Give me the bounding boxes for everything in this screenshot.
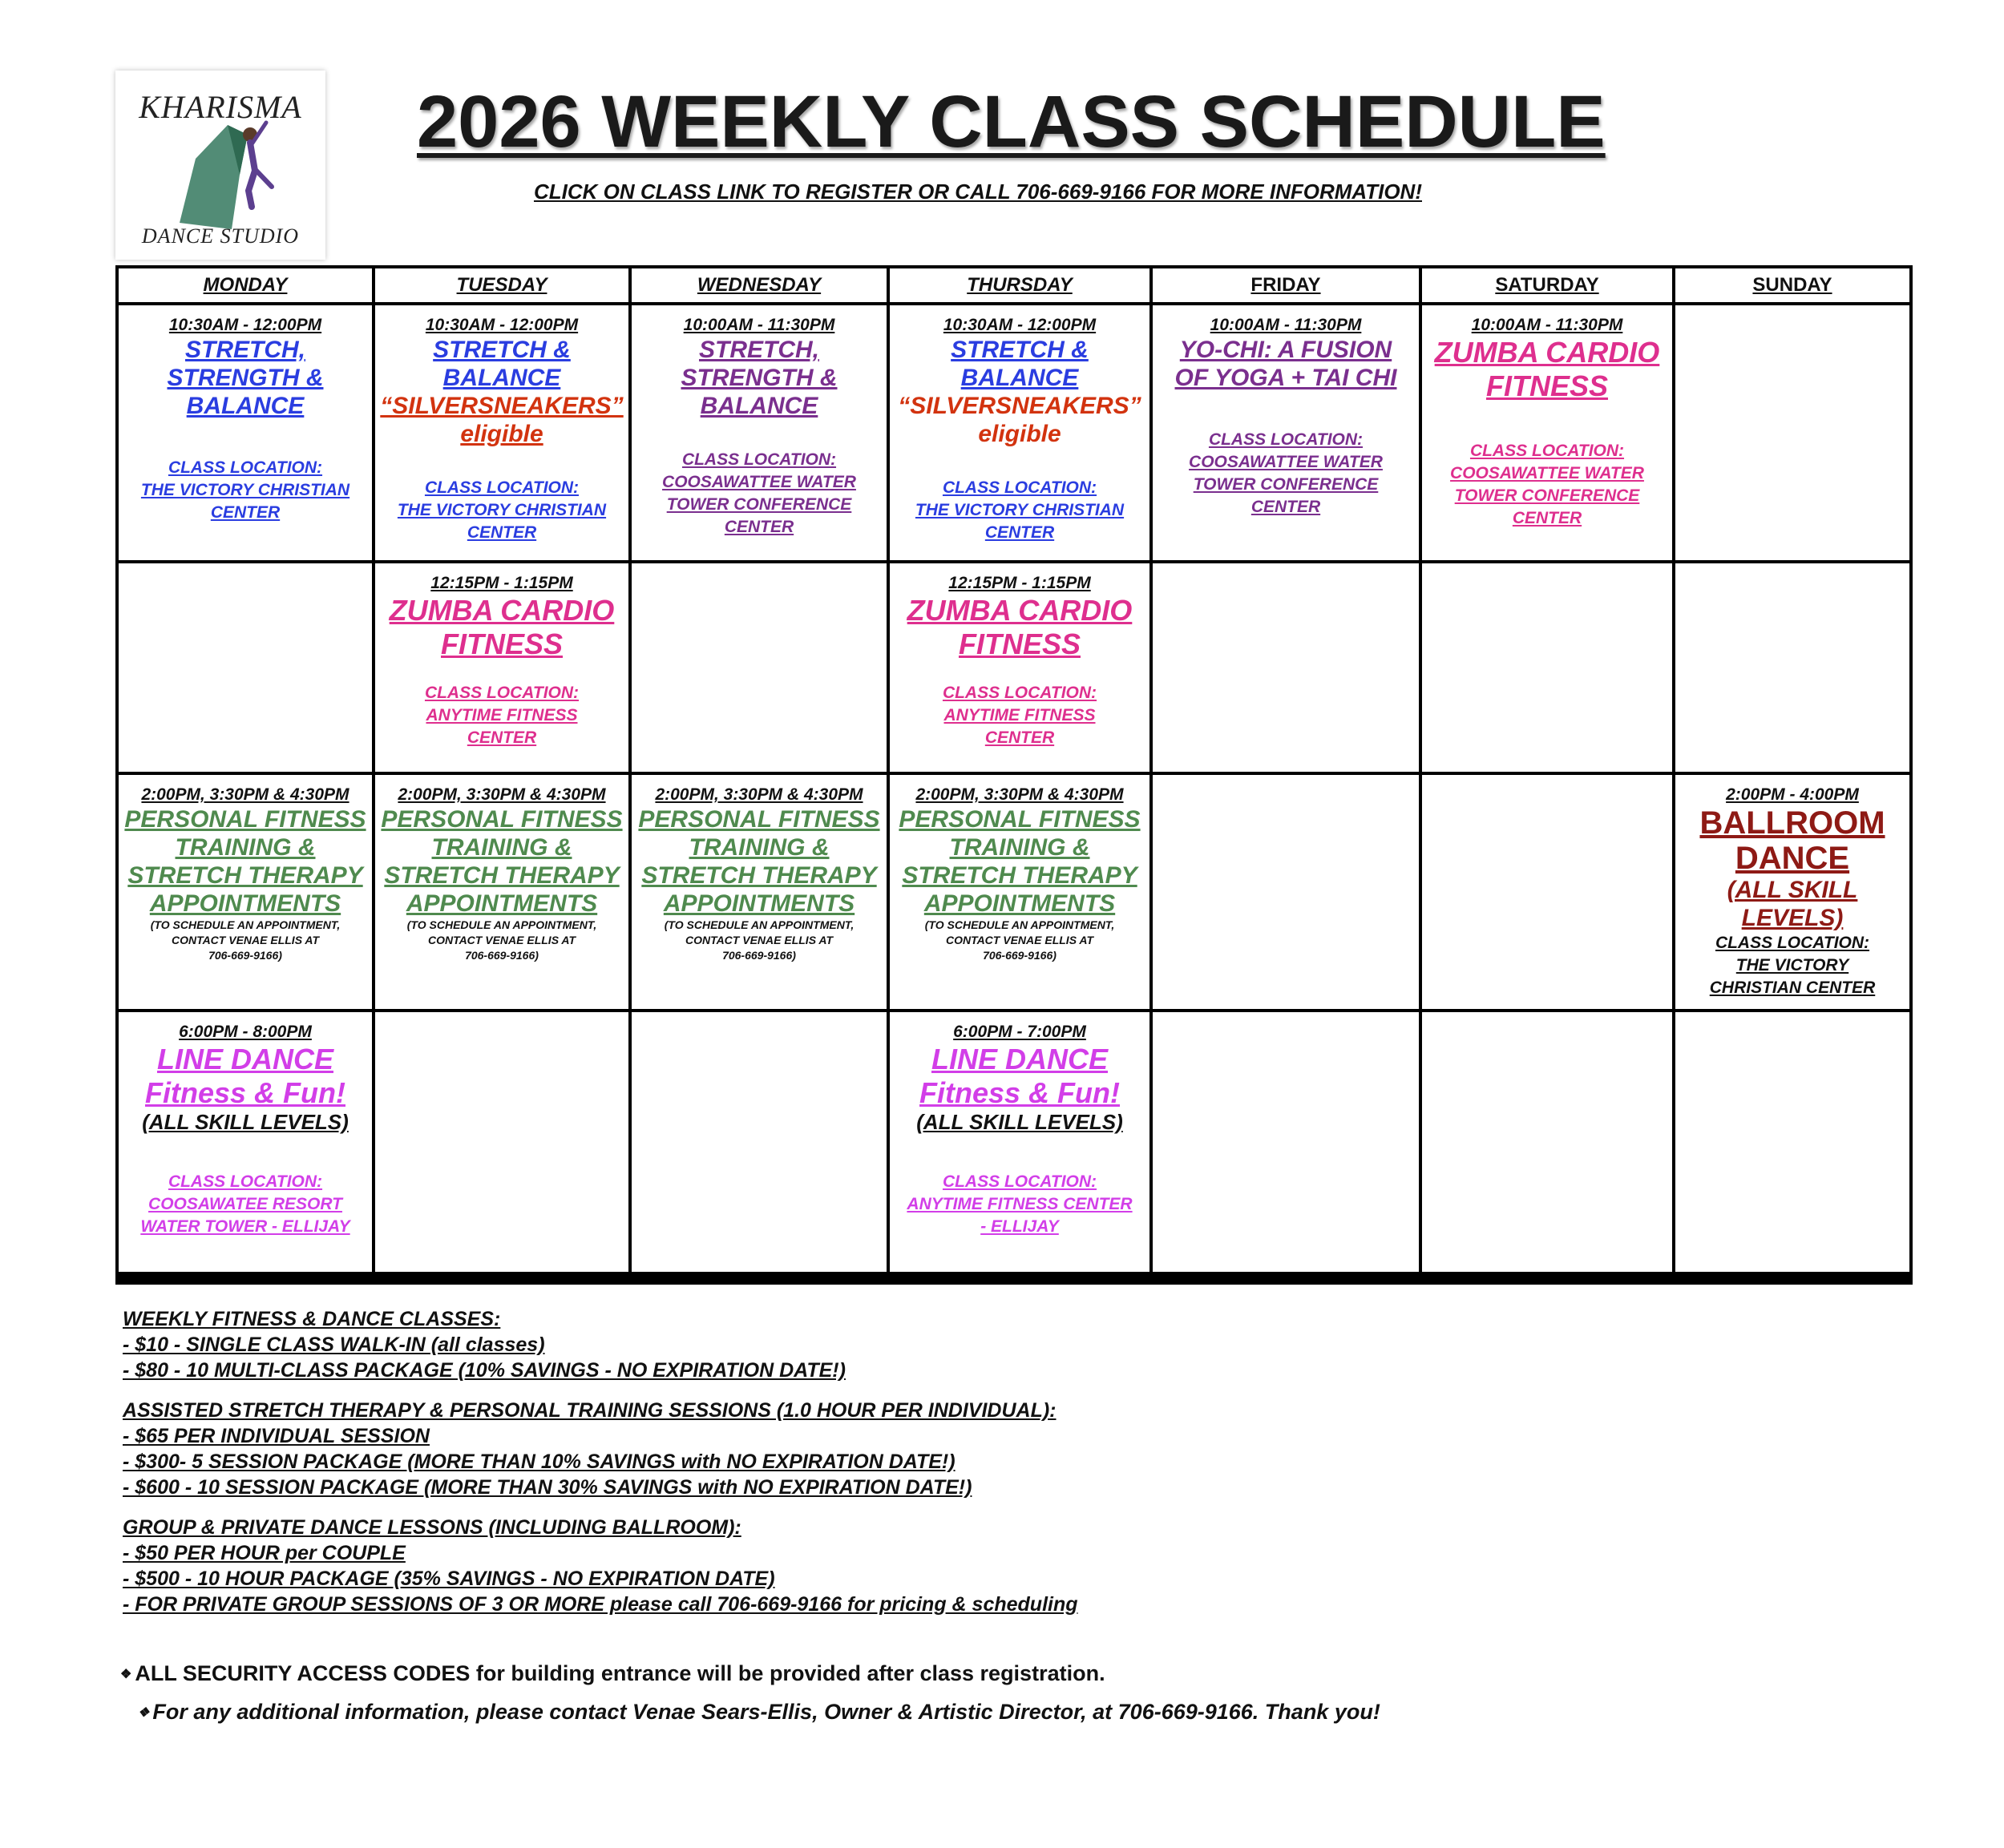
class-location-line: THE VICTORY CHRISTIAN <box>140 481 350 499</box>
contact-note: ❖ For any additional information, please contact Venae Sears-Ellis, Owner & Artistic Director, at 706-669-9166. Thank you! <box>138 1699 1380 1724</box>
class-name-line[interactable]: FITNESS <box>440 627 563 660</box>
pricing-heading: GROUP & PRIVATE DANCE LESSONS (INCLUDING BALLROOM): <box>123 1516 741 1539</box>
skill-level-line: (ALL SKILL <box>1727 877 1858 903</box>
class-name-line[interactable]: APPOINTMENTS <box>406 890 598 917</box>
cell-tuesday-empty <box>374 1011 630 1278</box>
cell-saturday-empty <box>1420 562 1674 773</box>
class-location-line: ANYTIME FITNESS CENTER <box>907 1195 1133 1213</box>
cell-sunday-empty <box>1674 1011 1911 1278</box>
class-name-line[interactable]: FITNESS <box>1485 369 1608 402</box>
class-location-line: COOSAWATTEE WATER <box>1450 464 1644 482</box>
class-time: 2:00PM, 3:30PM & 4:30PM <box>141 785 349 804</box>
pricing-line: - $10 - SINGLE CLASS WALK-IN (all classes) <box>123 1334 545 1356</box>
class-location-line: - ELLIJAY <box>980 1217 1059 1236</box>
day-header-friday: FRIDAY <box>1151 267 1420 304</box>
class-time: 6:00PM - 7:00PM <box>953 1023 1086 1041</box>
pricing-heading: ASSISTED STRETCH THERAPY & PERSONAL TRAINING SESSIONS (1.0 HOUR PER INDIVIDUAL): <box>123 1399 1057 1422</box>
day-header-monday: MONDAY <box>117 267 374 304</box>
class-time: 2:00PM, 3:30PM & 4:30PM <box>655 785 863 804</box>
class-time: 10:00AM - 11:30PM <box>683 316 835 334</box>
appointment-note: CONTACT VENAE ELLIS AT <box>685 934 834 946</box>
cell-sunday-empty <box>1674 304 1911 562</box>
schedule-row-afternoon <box>117 773 1911 1011</box>
schedule-row-evening <box>117 1011 1911 1278</box>
silversneakers-label: “SILVERSNEAKERS” <box>898 393 1141 419</box>
weekly-classes-pricing <box>123 1306 1325 1383</box>
class-location-line: CLASS LOCATION: <box>168 1172 323 1191</box>
class-location-line: ANYTIME FITNESS <box>426 706 578 724</box>
cell-tuesday-stretch[interactable] <box>374 304 630 562</box>
class-name-line[interactable]: STRETCH & <box>433 337 571 363</box>
class-name-line[interactable]: LINE DANCE <box>931 1043 1108 1075</box>
cell-sunday-ballroom[interactable] <box>1674 773 1911 1011</box>
class-name-line[interactable]: TRAINING & <box>689 834 830 861</box>
class-name-line[interactable]: BALANCE <box>960 365 1079 391</box>
class-location-line: THE VICTORY CHRISTIAN <box>915 501 1125 519</box>
class-name-line[interactable]: FITNESS <box>958 627 1081 660</box>
eligible-label: eligible <box>978 421 1061 447</box>
class-location-line: ANYTIME FITNESS <box>943 706 1096 724</box>
class-location-line: CLASS LOCATION: <box>942 478 1097 497</box>
class-location-line: COOSAWATEE RESORT <box>148 1195 342 1213</box>
class-name-line[interactable]: STRETCH THERAPY <box>641 862 877 889</box>
class-name-line[interactable]: PERSONAL FITNESS <box>899 806 1141 833</box>
class-location-line: CENTER <box>210 503 281 522</box>
class-location-line: TOWER CONFERENCE <box>1193 475 1379 494</box>
pricing-line: - $65 PER INDIVIDUAL SESSION <box>123 1425 430 1447</box>
class-name-line[interactable]: TRAINING & <box>949 834 1090 861</box>
class-location-line: CLASS LOCATION: <box>1208 430 1364 449</box>
class-name-line[interactable]: STRETCH, <box>185 337 305 363</box>
appointment-note: 706-669-9166) <box>722 949 796 962</box>
cell-saturday-zumba[interactable] <box>1420 304 1674 562</box>
cell-friday-empty <box>1151 562 1420 773</box>
class-name-line[interactable]: STRETCH THERAPY <box>902 862 1137 889</box>
pricing-line: - $500 - 10 HOUR PACKAGE (35% SAVINGS - NO EXPIRATION DATE) <box>123 1568 775 1590</box>
class-location-line: CHRISTIAN CENTER <box>1709 978 1876 997</box>
class-time: 10:30AM - 12:00PM <box>943 316 1097 334</box>
class-name-line[interactable]: PERSONAL FITNESS <box>124 806 366 833</box>
weekly-schedule-table <box>115 265 1913 1285</box>
register-info-link[interactable]: CLICK ON CLASS LINK TO REGISTER OR CALL 706-669-9166 FOR MORE INFORMATION! <box>533 180 1422 204</box>
class-name-line[interactable]: BALANCE <box>700 393 818 419</box>
class-location-line: CENTER <box>984 523 1055 542</box>
eligible-label: eligible <box>460 421 543 447</box>
cell-thursday-zumba[interactable] <box>888 562 1151 773</box>
appointment-note: 706-669-9166) <box>465 949 539 962</box>
day-header-tuesday: TUESDAY <box>374 267 630 304</box>
skill-level: (ALL SKILL LEVELS) <box>916 1110 1123 1134</box>
class-name-line[interactable]: LINE DANCE <box>156 1043 333 1075</box>
class-time: 12:15PM - 1:15PM <box>430 574 573 592</box>
logo-text-top: KHARISMA <box>139 89 302 125</box>
day-header-saturday: SATURDAY <box>1420 267 1674 304</box>
security-note: ❖ ALL SECURITY ACCESS CODES for building entrance will be provided after class registration. <box>120 1661 1105 1685</box>
appointment-note: CONTACT VENAE ELLIS AT <box>171 934 320 946</box>
appointment-note: 706-669-9166) <box>983 949 1057 962</box>
class-name-line[interactable]: ZUMBA CARDIO <box>907 594 1133 627</box>
day-header-wednesday: WEDNESDAY <box>630 267 888 304</box>
diamond-bullet-icon: ❖ <box>138 1705 150 1720</box>
class-name-line[interactable]: APPOINTMENTS <box>149 890 341 917</box>
class-time: 6:00PM - 8:00PM <box>179 1023 312 1041</box>
skill-level-line: LEVELS) <box>1741 905 1844 931</box>
notes-section <box>120 1655 1403 1732</box>
class-name-line[interactable]: STRETCH THERAPY <box>127 862 363 889</box>
appointment-note: CONTACT VENAE ELLIS AT <box>945 934 1094 946</box>
cell-wednesday-stretch[interactable] <box>630 304 888 562</box>
class-name-line[interactable]: ZUMBA CARDIO <box>1434 336 1660 369</box>
pricing-line: - $80 - 10 MULTI-CLASS PACKAGE (10% SAVINGS - NO EXPIRATION DATE!) <box>123 1359 846 1382</box>
studio-logo <box>115 71 325 260</box>
class-time: 2:00PM, 3:30PM & 4:30PM <box>915 785 1124 804</box>
schedule-row-morning <box>117 304 1911 562</box>
class-location-line: CLASS LOCATION: <box>1715 934 1870 952</box>
class-location-line: THE VICTORY CHRISTIAN <box>397 501 607 519</box>
class-time: 2:00PM, 3:30PM & 4:30PM <box>398 785 606 804</box>
class-name-line[interactable]: STRENGTH & <box>681 365 838 391</box>
appointment-note: (TO SCHEDULE AN APPOINTMENT, <box>150 918 341 931</box>
class-location-line: CLASS LOCATION: <box>168 458 323 477</box>
class-location-line: CENTER <box>724 518 794 536</box>
cell-friday-yochi[interactable] <box>1151 304 1420 562</box>
appointment-note: 706-669-9166) <box>208 949 282 962</box>
class-location-line: TOWER CONFERENCE <box>666 495 852 514</box>
class-name-line[interactable]: STRETCH THERAPY <box>384 862 620 889</box>
appointment-note: (TO SCHEDULE AN APPOINTMENT, <box>406 918 597 931</box>
cell-monday-line-dance[interactable] <box>117 1011 374 1278</box>
cell-tuesday-zumba[interactable] <box>374 562 630 773</box>
class-name-line[interactable]: STRETCH & <box>951 337 1089 363</box>
class-location-line: CENTER <box>1250 498 1321 516</box>
class-name-line[interactable]: BALLROOM <box>1699 805 1885 841</box>
class-location-line: COOSAWATTEE WATER <box>1189 453 1383 471</box>
class-location-line: COOSAWATTEE WATER <box>662 473 856 491</box>
class-location-line: CENTER <box>467 728 537 747</box>
class-name-line[interactable]: TRAINING & <box>175 834 316 861</box>
class-time: 12:15PM - 1:15PM <box>948 574 1091 592</box>
stretch-therapy-pricing <box>123 1398 1325 1500</box>
pricing-line: - $600 - 10 SESSION PACKAGE (MORE THAN 30% SAVINGS with NO EXPIRATION DATE!) <box>123 1476 972 1499</box>
cell-thursday-line-dance[interactable] <box>888 1011 1151 1278</box>
class-name-line[interactable]: APPOINTMENTS <box>923 890 1116 917</box>
pricing-line: - $300- 5 SESSION PACKAGE (MORE THAN 10% SAVINGS with NO EXPIRATION DATE!) <box>123 1451 956 1473</box>
class-name-line[interactable]: DANCE <box>1735 841 1850 876</box>
pricing-section <box>123 1306 1325 1632</box>
class-name-line[interactable]: APPOINTMENTS <box>663 890 855 917</box>
cell-thursday-personal-training[interactable] <box>888 773 1151 1011</box>
dancer-illustration <box>172 111 276 231</box>
class-location-line: WATER TOWER - ELLIJAY <box>140 1217 350 1236</box>
class-name-line[interactable]: YO-CHI: A FUSION <box>1179 337 1392 363</box>
class-location-line: THE VICTORY <box>1735 956 1849 974</box>
dance-lessons-pricing <box>123 1515 1325 1617</box>
class-name-line[interactable]: STRETCH, <box>699 337 819 363</box>
class-name-line[interactable]: PERSONAL FITNESS <box>638 806 880 833</box>
cell-tuesday-personal-training[interactable] <box>374 773 630 1011</box>
pricing-line: - $50 PER HOUR per COUPLE <box>123 1542 406 1564</box>
cell-friday-empty <box>1151 1011 1420 1278</box>
appointment-note: (TO SCHEDULE AN APPOINTMENT, <box>924 918 1115 931</box>
cell-monday-empty <box>117 562 374 773</box>
class-location-line: CLASS LOCATION: <box>942 684 1097 702</box>
class-location-line: CLASS LOCATION: <box>1469 442 1625 460</box>
class-name-line[interactable]: ZUMBA CARDIO <box>389 594 615 627</box>
class-name-line[interactable]: PERSONAL FITNESS <box>381 806 623 833</box>
class-location-line: CLASS LOCATION: <box>681 450 837 469</box>
cell-wednesday-personal-training[interactable] <box>630 773 888 1011</box>
class-name-line[interactable]: TRAINING & <box>431 834 572 861</box>
cell-thursday-stretch[interactable] <box>888 304 1151 562</box>
cell-wednesday-empty <box>630 1011 888 1278</box>
appointment-note: CONTACT VENAE ELLIS AT <box>427 934 576 946</box>
class-time: 10:00AM - 11:30PM <box>1210 316 1362 334</box>
class-location-line: TOWER CONFERENCE <box>1454 486 1640 505</box>
class-name-line[interactable]: Fitness & Fun! <box>145 1076 345 1109</box>
pricing-heading: WEEKLY FITNESS & DANCE CLASSES: <box>123 1308 501 1330</box>
cell-saturday-empty <box>1420 1011 1674 1278</box>
cell-wednesday-empty <box>630 562 888 773</box>
appointment-note: (TO SCHEDULE AN APPOINTMENT, <box>664 918 855 931</box>
day-header-row <box>117 267 1911 304</box>
day-header-thursday: THURSDAY <box>888 267 1151 304</box>
class-name-line[interactable]: Fitness & Fun! <box>919 1076 1120 1109</box>
cell-saturday-empty <box>1420 773 1674 1011</box>
class-name-line[interactable]: BALANCE <box>442 365 561 391</box>
class-location-line: CLASS LOCATION: <box>942 1172 1097 1191</box>
day-header-sunday: SUNDAY <box>1674 267 1911 304</box>
class-location-line: CENTER <box>1512 509 1582 527</box>
class-location-line: CLASS LOCATION: <box>424 684 580 702</box>
class-location-line: CENTER <box>984 728 1055 747</box>
class-location-line: CLASS LOCATION: <box>424 478 580 497</box>
pricing-line: - FOR PRIVATE GROUP SESSIONS OF 3 OR MORE please call 706-669-9166 for pricing & scheduling <box>123 1593 1078 1616</box>
page-title: 2026 WEEKLY CLASS SCHEDULE <box>417 81 1606 163</box>
logo-text-bottom: DANCE STUDIO <box>141 224 300 248</box>
skill-level: (ALL SKILL LEVELS) <box>142 1110 349 1134</box>
cell-monday-personal-training[interactable] <box>117 773 374 1011</box>
class-name-line[interactable]: BALANCE <box>186 393 305 419</box>
class-time: 10:00AM - 11:30PM <box>1471 316 1623 334</box>
diamond-bullet-icon: ❖ <box>120 1667 132 1681</box>
cell-sunday-empty <box>1674 562 1911 773</box>
class-time: 10:30AM - 12:00PM <box>168 316 322 334</box>
cell-monday-stretch[interactable] <box>117 304 374 562</box>
class-time: 10:30AM - 12:00PM <box>425 316 579 334</box>
class-name-line[interactable]: OF YOGA + TAI CHI <box>1174 365 1397 391</box>
class-name-line[interactable]: STRENGTH & <box>167 365 324 391</box>
class-location-line: CENTER <box>467 523 537 542</box>
cell-friday-empty <box>1151 773 1420 1011</box>
class-time: 2:00PM - 4:00PM <box>1726 785 1859 804</box>
silversneakers-label: “SILVERSNEAKERS” <box>380 393 624 419</box>
schedule-row-midday <box>117 562 1911 773</box>
